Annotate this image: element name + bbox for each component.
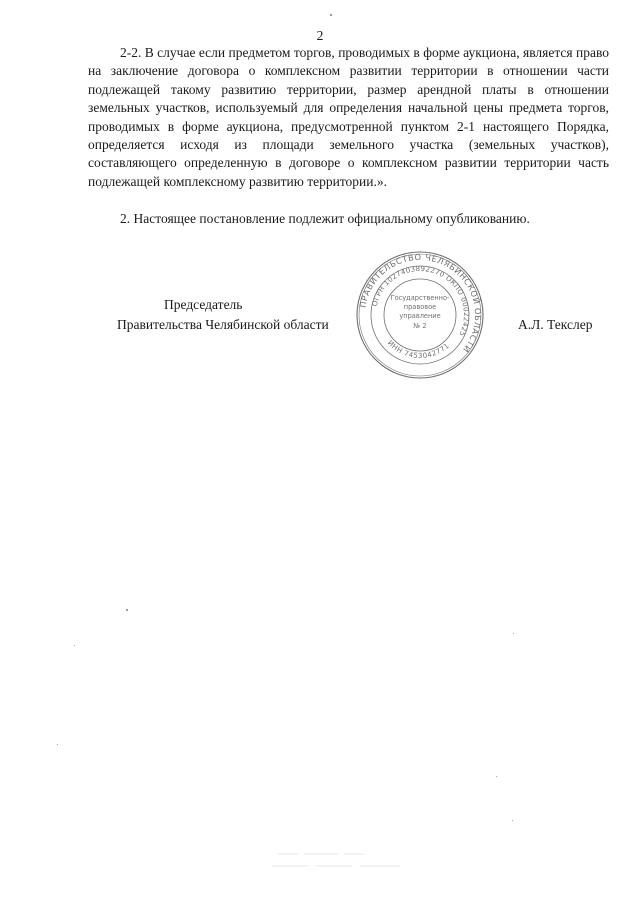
scan-speck — [57, 744, 58, 745]
scan-speck — [512, 820, 513, 821]
signatory-organization: Правительства Челябинской области — [117, 317, 329, 332]
faint-registration-mark — [268, 846, 408, 876]
seal-inner-text: ОГРН 1027403892270 ОКПО 00022425 — [370, 264, 471, 338]
seal-center-line-2: правовое — [403, 303, 437, 311]
page-number: 2 — [316, 28, 324, 43]
scan-speck — [74, 645, 75, 646]
signature-block — [0, 296, 640, 376]
seal-center-line-1: Государственно- — [390, 294, 450, 302]
seal-center-line-3: управление — [399, 312, 441, 320]
seal-center-line-4: № 2 — [413, 322, 427, 330]
scan-speck — [330, 14, 332, 16]
scan-speck — [126, 609, 128, 611]
scan-speck — [513, 633, 514, 634]
paragraph-publication: 2. Настоящее постановление подлежит официальному опубликованию. — [120, 211, 530, 226]
signatory-name: А.Л. Текслер — [518, 317, 593, 332]
seal-bottom-text: ИНН 7453042771 — [385, 338, 452, 361]
seal-outer-text: ПРАВИТЕЛЬСТВО ЧЕЛЯБИНСКОЙ ОБЛАСТИ — [357, 251, 484, 355]
scan-speck — [496, 776, 497, 777]
paragraph-clause-2-2: 2-2. В случае если предметом торгов, проводимых в форме аукциона, является право на заключение договора о комплексном развитии территории в отношении части подлежащей такому развитию территории, размер арендной платы в отношении земельных участков, используемый для определения начальной цены предмета торгов, проводимых в форме аукциона, предусмотренной пунктом 2-1 настоящего Порядка, определяется исходя из площади земельного участка (земельных участков), составляющего определенную в договоре о комплексном развитии территории часть подлежащей комплексному развитию территории.». — [88, 45, 609, 189]
signatory-title: Председатель — [164, 297, 243, 312]
